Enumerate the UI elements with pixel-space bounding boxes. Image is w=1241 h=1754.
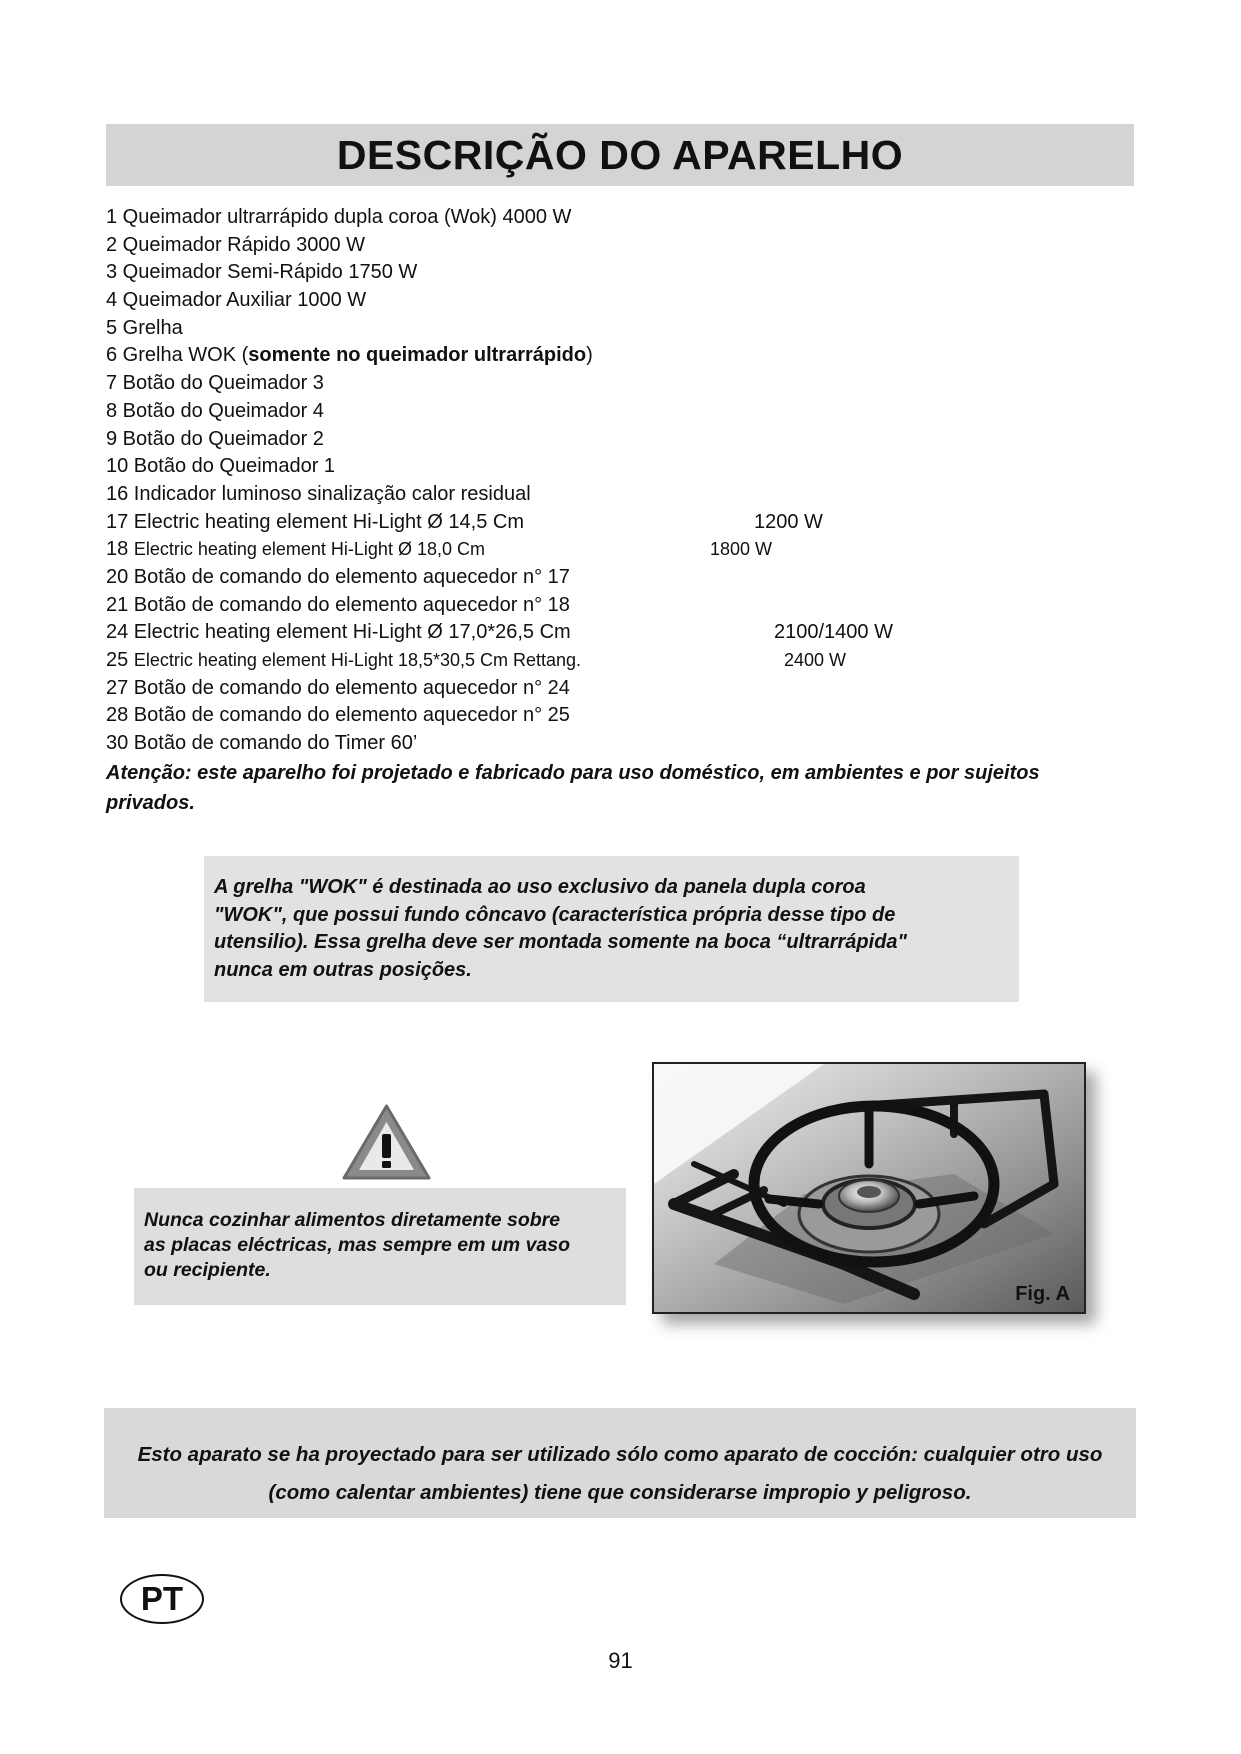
- list-item: 30 Botão de comando do Timer 60’: [106, 732, 418, 755]
- list-item: 6 Grelha WOK (somente no queimador ultrarrápido): [106, 344, 593, 367]
- list-item: 18 Electric heating element Hi-Light Ø 18,0 Cm 1800 W: [106, 536, 1136, 564]
- warning-note-box: [134, 1188, 626, 1305]
- list-item: 4 Queimador Auxiliar 1000 W: [106, 289, 367, 312]
- page-title: DESCRIÇÃO DO APARELHO: [336, 132, 904, 178]
- wattage: 1800 W: [710, 539, 773, 560]
- wattage: 2100/1400 W: [774, 621, 893, 644]
- list-item: 20 Botão de comando do elemento aquecedor n° 17: [106, 565, 570, 588]
- wattage: 1200 W: [754, 510, 823, 533]
- wattage: 2400 W: [784, 650, 847, 670]
- list-item: 10 Botão do Queimador 1: [106, 455, 336, 478]
- list-item: 2 Queimador Rápido 3000 W: [106, 233, 366, 256]
- figure-label: Fig. A: [1015, 1283, 1070, 1305]
- list-item: 24 Electric heating element Hi-Light Ø 17,0*26,5 Cm 2100/1400 W: [106, 619, 1136, 647]
- warning-note-text: Nunca cozinhar alimentos diretamente sobre as placas eléctricas, mas sempre em um vaso ou recipiente.: [144, 1209, 571, 1281]
- language-badge: PT: [120, 1574, 204, 1624]
- list-item: 21 Botão de comando do elemento aquecedor n° 18: [106, 593, 570, 616]
- attention-note: Atenção: este aparelho foi projetado e fabricado para uso doméstico, em ambientes e por sujeitos privados.: [106, 762, 1040, 814]
- spanish-note-text: Esto aparato se ha proyectado para ser utilizado sólo como aparato de cocción: cualquier otro uso (como calentar ambientes) tiene que considerarse impropio y peligroso.: [137, 1443, 1103, 1504]
- list-item: 5 Grelha: [106, 316, 183, 339]
- list-item: 1 Queimador ultrarrápido dupla coroa (Wok) 4000 W: [106, 206, 572, 228]
- spanish-note-box: [104, 1408, 1136, 1518]
- wok-note-text: A grelha "WOK" é destinada ao uso exclusivo da panela dupla coroa "WOK", que possui fundo côncavo (característica própria desse tipo de utensilio). Essa grelha deve ser montada somente na boca “ultrarrápida" nunca em outras posições.: [214, 876, 908, 981]
- list-item: 28 Botão de comando do elemento aquecedor n° 25: [106, 704, 570, 727]
- list-item: 17 Electric heating element Hi-Light Ø 14,5 Cm 1200 W: [106, 509, 1136, 537]
- wok-burner-photo: [652, 1062, 1086, 1314]
- page-number: 91: [608, 1648, 633, 1673]
- title-bar: [106, 124, 1134, 186]
- list-item: 27 Botão de comando do elemento aquecedor n° 24: [106, 676, 570, 699]
- component-list: [106, 204, 1136, 758]
- list-item: 16 Indicador luminoso sinalização calor residual: [106, 482, 531, 505]
- list-item: 3 Queimador Semi-Rápido 1750 W: [106, 261, 418, 284]
- warning-triangle-icon: [340, 1102, 433, 1182]
- list-item: 25 Electric heating element Hi-Light 18,5*30,5 Cm Rettang. 2400 W: [106, 647, 1136, 675]
- list-item: 7 Botão do Queimador 3: [106, 372, 324, 395]
- wok-note-box: [204, 856, 1019, 1002]
- list-item: 8 Botão do Queimador 4: [106, 399, 324, 422]
- list-item: 9 Botão do Queimador 2: [106, 427, 324, 450]
